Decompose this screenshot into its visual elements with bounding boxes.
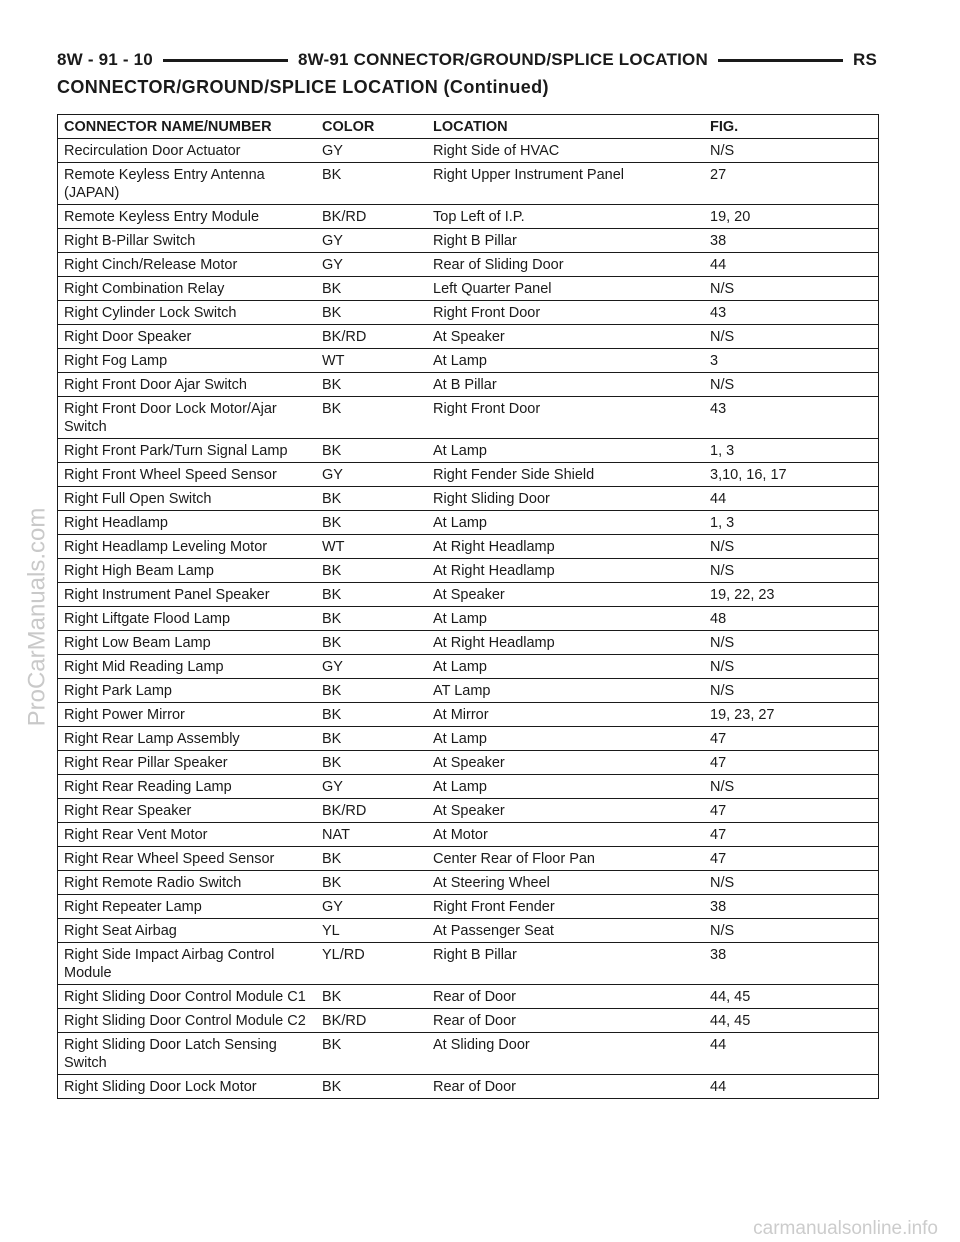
- cell-connector: Right High Beam Lamp: [64, 563, 214, 579]
- cell-connector: Right Cinch/Release Motor: [64, 257, 238, 273]
- cell-connector: Right Front Park/Turn Signal Lamp: [64, 443, 288, 459]
- cell-connector: Right Front Wheel Speed Sensor: [64, 467, 277, 483]
- cell-fig: 44: [710, 1037, 727, 1053]
- cell-location: At Speaker: [433, 329, 505, 345]
- cell-connector: Right Sliding Door Control Module C2: [64, 1013, 306, 1029]
- cell-fig: N/S: [710, 923, 735, 939]
- cell-fig: 48: [710, 611, 727, 627]
- cell-connector: Right Repeater Lamp: [64, 899, 202, 915]
- cell-location: At Passenger Seat: [433, 923, 554, 939]
- cell-connector: Right Rear Pillar Speaker: [64, 755, 228, 771]
- cell-color: GY: [322, 233, 343, 249]
- table-row: [58, 775, 878, 799]
- table-row: [58, 1033, 878, 1075]
- cell-location: At Motor: [433, 827, 488, 843]
- cell-fig: 47: [710, 827, 727, 843]
- section-title: 8W-91 CONNECTOR/GROUND/SPLICE LOCATION: [297, 50, 708, 69]
- table-row: [58, 229, 878, 253]
- cell-color: WT: [322, 353, 345, 369]
- table-row: [58, 847, 878, 871]
- column-header-fig: FIG.: [710, 119, 739, 135]
- cell-color: BK: [322, 563, 342, 579]
- cell-color: BK: [322, 635, 342, 651]
- cell-fig: 44: [710, 257, 727, 273]
- cell-location: Rear of Door: [433, 1013, 517, 1029]
- cell-fig: 38: [710, 947, 727, 963]
- cell-color: GY: [322, 779, 343, 795]
- table-row: [58, 703, 878, 727]
- table-row: [58, 397, 878, 439]
- cell-location: Right Side of HVAC: [433, 143, 560, 159]
- cell-fig: N/S: [710, 143, 735, 159]
- cell-connector: Right Liftgate Flood Lamp: [64, 611, 231, 627]
- cell-connector: Right Headlamp Leveling Motor: [64, 539, 268, 555]
- cell-location: Right Front Fender: [433, 899, 555, 915]
- cell-fig: 19, 23, 27: [710, 707, 775, 723]
- cell-color: BK/RD: [322, 209, 367, 225]
- cell-location: At Lamp: [433, 611, 487, 627]
- cell-fig: 44: [710, 1079, 727, 1095]
- table-row: [58, 559, 878, 583]
- cell-location: At Sliding Door: [433, 1037, 530, 1053]
- cell-location: At B Pillar: [433, 377, 497, 393]
- table-row: [58, 535, 878, 559]
- cell-location: Rear of Door: [433, 1079, 517, 1095]
- cell-fig: 38: [710, 233, 727, 249]
- cell-location: At Right Headlamp: [433, 635, 555, 651]
- cell-color: BK: [322, 167, 342, 183]
- cell-location: At Right Headlamp: [433, 563, 555, 579]
- cell-connector: Right Rear Wheel Speed Sensor: [64, 851, 275, 867]
- cell-color: BK: [322, 755, 342, 771]
- cell-location: Right B Pillar: [433, 233, 517, 249]
- cell-connector: Right Fog Lamp: [64, 353, 168, 369]
- cell-location: Right Front Door: [433, 401, 541, 417]
- cell-fig: 44, 45: [710, 1013, 751, 1029]
- cell-color: BK: [322, 305, 342, 321]
- cell-fig: 47: [710, 851, 727, 867]
- cell-location: Left Quarter Panel: [433, 281, 552, 297]
- cell-location: At Mirror: [433, 707, 489, 723]
- cell-fig: 43: [710, 401, 727, 417]
- table-row: [58, 607, 878, 631]
- cell-fig: N/S: [710, 683, 735, 699]
- table-row: [58, 943, 878, 985]
- cell-connector: Right Rear Vent Motor: [64, 827, 208, 843]
- cell-location: Center Rear of Floor Pan: [433, 851, 595, 867]
- cell-color: YL/RD: [322, 947, 365, 963]
- cell-color: BK: [322, 875, 342, 891]
- cell-color: NAT: [322, 827, 350, 843]
- cell-fig: 43: [710, 305, 727, 321]
- table-row: [58, 511, 878, 535]
- cell-color: GY: [322, 899, 343, 915]
- cell-color: BK/RD: [322, 1013, 367, 1029]
- table-row: [58, 583, 878, 607]
- cell-connector: Right Remote Radio Switch: [64, 875, 242, 891]
- cell-location: At Lamp: [433, 731, 487, 747]
- table-row: [58, 727, 878, 751]
- cell-color: BK: [322, 731, 342, 747]
- cell-connector: Right Sliding Door Latch Sensing Switch: [64, 1037, 277, 1071]
- table-row: [58, 1075, 878, 1099]
- cell-color: BK: [322, 989, 342, 1005]
- table-header-row: [58, 115, 878, 139]
- cell-color: BK: [322, 491, 342, 507]
- cell-fig: 44, 45: [710, 989, 751, 1005]
- cell-color: YL: [322, 923, 340, 939]
- cell-connector: Remote Keyless Entry Module: [64, 209, 260, 225]
- cell-color: BK: [322, 281, 342, 297]
- cell-color: BK: [322, 587, 342, 603]
- header-rule-left: [163, 59, 288, 62]
- cell-fig: 1, 3: [710, 443, 735, 459]
- cell-connector: Right Side Impact Airbag Control Module: [64, 947, 275, 981]
- cell-location: Rear of Sliding Door: [433, 257, 564, 273]
- cell-connector: Right Combination Relay: [64, 281, 225, 297]
- cell-color: BK/RD: [322, 803, 367, 819]
- cell-location: Right Sliding Door: [433, 491, 550, 507]
- cell-connector: Right Mid Reading Lamp: [64, 659, 224, 675]
- table-row: [58, 985, 878, 1009]
- cell-location: At Lamp: [433, 659, 487, 675]
- cell-fig: 19, 20: [710, 209, 751, 225]
- table-row: [58, 919, 878, 943]
- cell-location: Rear of Door: [433, 989, 517, 1005]
- cell-fig: 38: [710, 899, 727, 915]
- table-row: [58, 373, 878, 397]
- cell-location: Right Front Door: [433, 305, 541, 321]
- cell-fig: N/S: [710, 875, 735, 891]
- cell-location: At Speaker: [433, 803, 505, 819]
- cell-fig: 44: [710, 491, 727, 507]
- table-row: [58, 349, 878, 373]
- table-row: [58, 463, 878, 487]
- cell-connector: Right Park Lamp: [64, 683, 172, 699]
- cell-location: At Speaker: [433, 587, 505, 603]
- cell-connector: Right Power Mirror: [64, 707, 185, 723]
- cell-fig: 47: [710, 731, 727, 747]
- table-row: [58, 751, 878, 775]
- cell-fig: N/S: [710, 635, 735, 651]
- cell-color: BK: [322, 443, 342, 459]
- table-row: [58, 799, 878, 823]
- cell-connector: Right Seat Airbag: [64, 923, 177, 939]
- table-row: [58, 139, 878, 163]
- cell-connector: Right Cylinder Lock Switch: [64, 305, 237, 321]
- cell-connector: Recirculation Door Actuator: [64, 143, 241, 159]
- cell-connector: Right Sliding Door Lock Motor: [64, 1079, 257, 1095]
- cell-location: At Right Headlamp: [433, 539, 555, 555]
- column-header-connector: CONNECTOR NAME/NUMBER: [64, 119, 272, 135]
- cell-color: GY: [322, 257, 343, 273]
- cell-color: BK/RD: [322, 329, 367, 345]
- page-header: [57, 47, 877, 73]
- table-row: [58, 631, 878, 655]
- table-row: [58, 823, 878, 847]
- cell-location: AT Lamp: [433, 683, 491, 699]
- cell-fig: N/S: [710, 659, 735, 675]
- cell-fig: N/S: [710, 329, 735, 345]
- table-body: [58, 139, 878, 1099]
- table-row: [58, 895, 878, 919]
- header-rule-right: [718, 59, 843, 62]
- cell-color: GY: [322, 143, 343, 159]
- cell-location: At Lamp: [433, 353, 487, 369]
- cell-fig: 1, 3: [710, 515, 735, 531]
- cell-connector: Right Sliding Door Control Module C1: [64, 989, 306, 1005]
- cell-location: At Lamp: [433, 443, 487, 459]
- cell-fig: 27: [710, 167, 727, 183]
- cell-fig: 3: [710, 353, 719, 369]
- cell-fig: 47: [710, 755, 727, 771]
- cell-connector: Right Door Speaker: [64, 329, 192, 345]
- cell-color: GY: [322, 467, 343, 483]
- cell-connector: Remote Keyless Entry Antenna (JAPAN): [64, 167, 265, 201]
- footer-watermark: carmanualsonline.info: [753, 1218, 938, 1239]
- cell-connector: Right B-Pillar Switch: [64, 233, 196, 249]
- cell-fig: 3,10, 16, 17: [710, 467, 787, 483]
- table-row: [58, 871, 878, 895]
- cell-location: Top Left of I.P.: [433, 209, 525, 225]
- cell-connector: Right Low Beam Lamp: [64, 635, 211, 651]
- cell-fig: N/S: [710, 563, 735, 579]
- cell-color: WT: [322, 539, 345, 555]
- cell-location: Right B Pillar: [433, 947, 517, 963]
- cell-color: BK: [322, 851, 342, 867]
- cell-connector: Right Instrument Panel Speaker: [64, 587, 270, 603]
- page-code: 8W - 91 - 10: [57, 50, 153, 69]
- table-row: [58, 253, 878, 277]
- cell-location: Right Upper Instrument Panel: [433, 167, 625, 183]
- cell-connector: Right Front Door Lock Motor/Ajar Switch: [64, 401, 277, 435]
- cell-fig: N/S: [710, 377, 735, 393]
- table-row: [58, 277, 878, 301]
- cell-color: BK: [322, 515, 342, 531]
- cell-color: BK: [322, 611, 342, 627]
- connector-table: [57, 114, 879, 1099]
- table-row: [58, 163, 878, 205]
- cell-location: At Steering Wheel: [433, 875, 550, 891]
- table-row: [58, 679, 878, 703]
- table-row: [58, 301, 878, 325]
- cell-color: BK: [322, 401, 342, 417]
- cell-location: At Speaker: [433, 755, 505, 771]
- cell-connector: Right Front Door Ajar Switch: [64, 377, 247, 393]
- cell-color: BK: [322, 1037, 342, 1053]
- cell-connector: Right Headlamp: [64, 515, 168, 531]
- model-code: RS: [852, 50, 877, 69]
- table-row: [58, 439, 878, 463]
- cell-connector: Right Full Open Switch: [64, 491, 212, 507]
- cell-location: At Lamp: [433, 779, 487, 795]
- cell-fig: N/S: [710, 539, 735, 555]
- table-row: [58, 1009, 878, 1033]
- side-watermark: [20, 507, 54, 727]
- cell-color: BK: [322, 707, 342, 723]
- table-row: [58, 205, 878, 229]
- table-row: [58, 655, 878, 679]
- cell-fig: N/S: [710, 779, 735, 795]
- page-subtitle: CONNECTOR/GROUND/SPLICE LOCATION (Continued): [57, 77, 549, 97]
- table-row: [58, 325, 878, 349]
- cell-connector: Right Rear Reading Lamp: [64, 779, 232, 795]
- column-header-location: LOCATION: [433, 119, 508, 135]
- cell-fig: 47: [710, 803, 727, 819]
- column-header-color: COLOR: [322, 119, 375, 135]
- side-watermark-text: ProCarManuals.com: [23, 507, 50, 727]
- cell-color: BK: [322, 1079, 342, 1095]
- cell-connector: Right Rear Lamp Assembly: [64, 731, 240, 747]
- cell-fig: 19, 22, 23: [710, 587, 775, 603]
- cell-color: BK: [322, 683, 342, 699]
- cell-connector: Right Rear Speaker: [64, 803, 192, 819]
- cell-color: BK: [322, 377, 342, 393]
- table-row: [58, 487, 878, 511]
- cell-location: Right Fender Side Shield: [433, 467, 595, 483]
- cell-fig: N/S: [710, 281, 735, 297]
- cell-color: GY: [322, 659, 343, 675]
- cell-location: At Lamp: [433, 515, 487, 531]
